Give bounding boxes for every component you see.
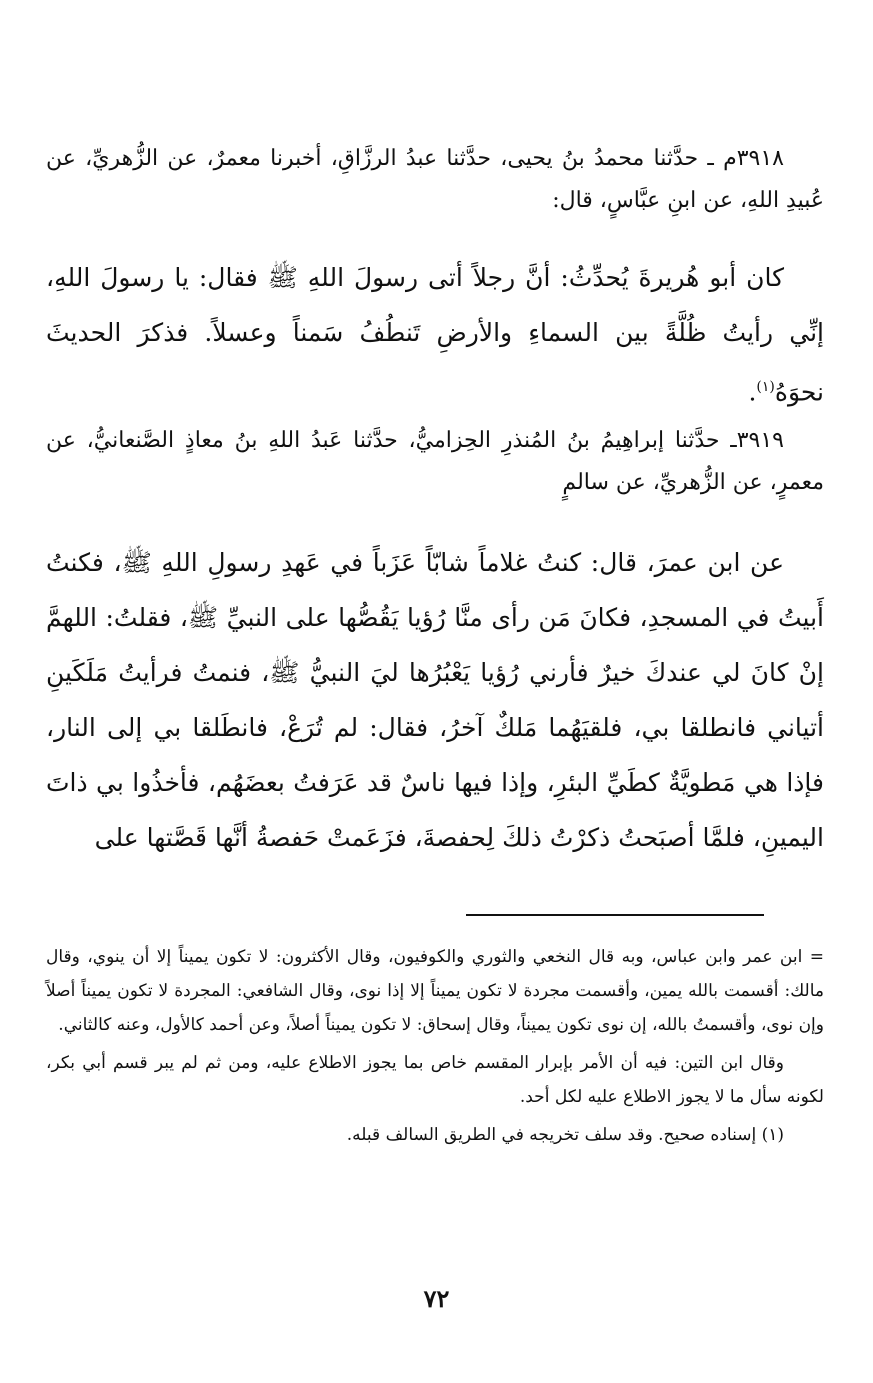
matn-end-punctuation: . <box>748 377 757 407</box>
page-number: ٧٢ <box>423 1284 450 1313</box>
footnotes <box>46 940 824 1152</box>
matn-text: عن ابن عمرَ، قال: كنتُ غلاماً شابّاً عَزَباً في عَهدِ رسولِ اللهِ ﷺ، فكنتُ أَبيتُ في المسجدِ، فكانَ مَن رأى منَّا رُؤيا يَقُصُّها على النبيِّ ﷺ، فقلتُ: اللهمَّ إنْ كانَ لي عندكَ خيرٌ فأرني رُؤيا يَعْبُرُها ليَ النبيُّ ﷺ، فنمتُ فرأيتُ مَلَكَينِ أتياني فانطلقا بي، فلقيَهُما مَلكٌ آخرُ، فقال: لم تُرَعْ، فانطَلقا بي إلى النار، فإذا هي مَطويَّةٌ كطَيِّ البئرِ، وإذا فيها ناسٌ قد عَرَفتُ بعضَهُم، فأخذُوا بي ذاتَ اليمينِ، فلمَّا أصبَحتُ ذكرْتُ ذلكَ لِحفصةَ، فزَعَمتْ حَفصةُ أنَّها قَصَّتها على <box>46 548 824 852</box>
isnad-text: ٣٩١٩ـ حدَّثنا إبراهِيمُ بنُ المُنذرِ الحِزاميُّ، حدَّثنا عَبدُ اللهِ بنُ معاذٍ الصَّنعانيُّ، عن معمرٍ، عن الزُّهريِّ، عن سالمٍ <box>46 428 824 495</box>
hadith-3918-matn <box>46 250 824 419</box>
matn-paragraph <box>46 250 824 419</box>
footnote-reference: (١) <box>756 379 775 395</box>
matn-text: كان أبو هُريرةَ يُحدِّثُ: أنَّ رجلاً أتى رسولَ اللهِ ﷺ فقال: يا رسولَ اللهِ، إنِّي رأيتُ ظُلَّةً بين السماءِ والأرضِ تَنطُفُ سَمناً وعسلاً. فذكرَ الحديثَ نحوَهُ <box>46 263 824 407</box>
footnote-1: (١) إسناده صحيح. وقد سلف تخريجه في الطريق السالف قبله. <box>346 1125 784 1145</box>
hadith-3919-matn <box>46 535 824 865</box>
footnote-separator <box>466 914 764 916</box>
hadith-3919-isnad <box>46 420 824 504</box>
isnad-text: ٣٩١٨م ـ حدَّثنا محمدُ بنُ يحيى، حدَّثنا عبدُ الرزَّاقِ، أخبرنا معمرٌ، عن الزُّهريِّ، عن عُبيدِ اللهِ، عن ابنِ عبَّاسٍ، قال: <box>46 146 824 213</box>
footnote-continuation: = ابن عمر وابن عباس، وبه قال النخعي والثوري والكوفيون، وقال الأكثرون: لا تكون يميناً إلا أن ينوي، وقال مالك: أقسمت بالله يمين، وأقسمت مجردة لا تكون يميناً إلا إذا نوى، وقال الشافعي: المجردة لا تكون يميناً أصلاً وإن نوى، وأقسمتُ بالله، إن نوى تكون يميناً، وقال إسحاق: لا تكون يميناً أصلاً، وعن أحمد كالأول، وعنه كالثاني. <box>46 947 824 1035</box>
footnote-ibn-tin: وقال ابن التين: فيه أن الأمر بإبرار المقسم خاص بما يجوز الاطلاع عليه، ومن ثم لم يبر قسم أبي بكر، لكونه سأل ما لا يجوز الاطلاع عليه لكل أحد. <box>46 1053 824 1107</box>
hadith-3918-isnad <box>46 138 824 222</box>
